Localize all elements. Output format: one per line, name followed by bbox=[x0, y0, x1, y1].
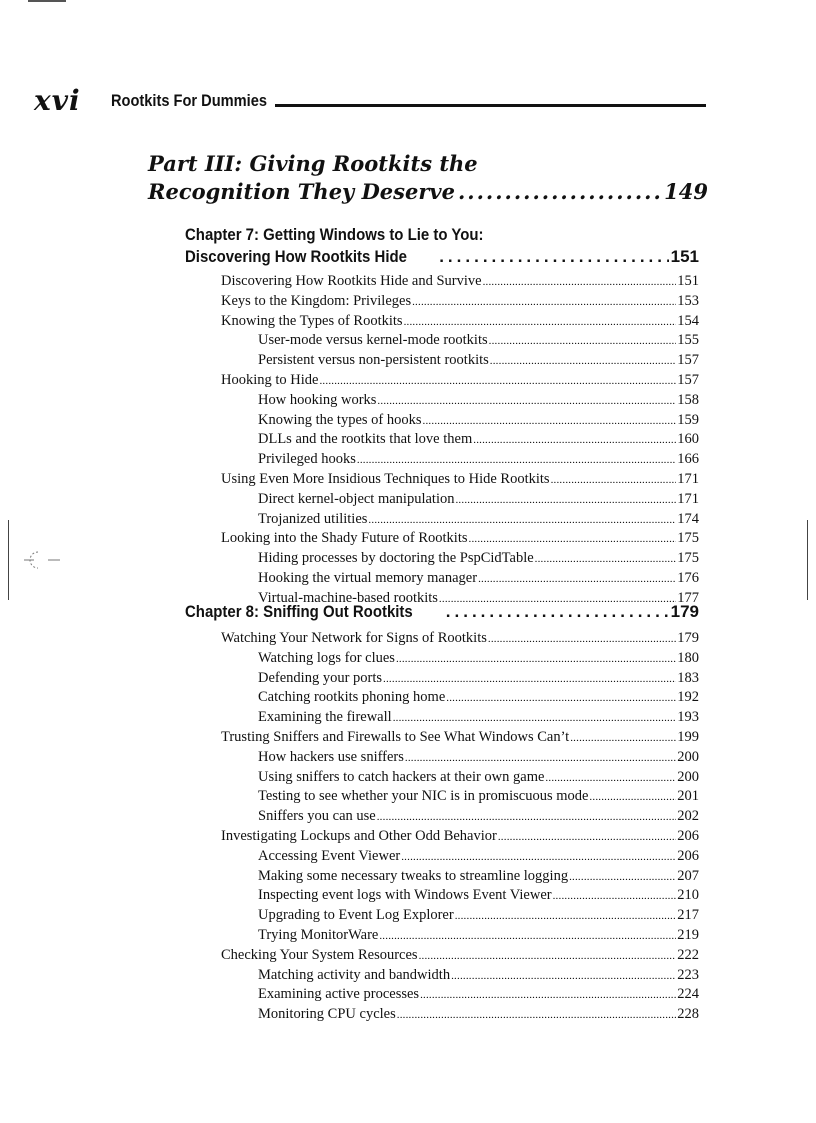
toc-entry-title: Matching activity and bandwidth bbox=[258, 966, 451, 983]
dot-leader bbox=[412, 293, 676, 312]
toc-entry-page: 151 bbox=[677, 273, 699, 289]
toc-entry-title: Defending your ports bbox=[258, 669, 383, 686]
toc-entry-page: 207 bbox=[677, 867, 699, 884]
toc-entry-title: Trusting Sniffers and Firewalls to See What Windows Can’t bbox=[221, 728, 570, 745]
part-title-line-1 bbox=[148, 150, 708, 178]
dot-leader bbox=[383, 670, 676, 689]
registration-mark bbox=[24, 548, 60, 572]
toc-entry-title: Examining the firewall bbox=[258, 709, 392, 726]
toc-subentry bbox=[221, 351, 699, 371]
toc-entry-page: 223 bbox=[677, 966, 699, 983]
dot-leader bbox=[439, 246, 668, 268]
toc-subentry bbox=[221, 391, 699, 411]
chapter-7-entries bbox=[221, 272, 699, 609]
toc-entry bbox=[221, 629, 699, 649]
toc-subentry bbox=[221, 549, 699, 569]
toc-entry-title: Investigating Lockups and Other Odd Behavior bbox=[221, 827, 497, 844]
toc-entry-title: Using Even More Insidious Techniques to Hide Rootkits bbox=[221, 470, 550, 487]
toc-entry-page: 201 bbox=[677, 788, 699, 805]
chapter-8-page: 179 bbox=[670, 602, 699, 621]
dot-leader bbox=[377, 808, 677, 827]
toc-entry-title: User-mode versus kernel-mode rootkits bbox=[258, 332, 488, 349]
toc-entry-page: 224 bbox=[677, 986, 699, 1003]
toc-entry-title: Monitoring CPU cycles bbox=[258, 1006, 396, 1023]
toc-subentry bbox=[221, 966, 699, 986]
chapter-8-title-text: Chapter 8: Sniffing Out Rootkits bbox=[185, 602, 413, 621]
toc-entry-title: Making some necessary tweaks to streamline logging bbox=[258, 867, 569, 884]
dot-leader bbox=[420, 986, 676, 1005]
toc-entry-page: 200 bbox=[677, 768, 699, 785]
toc-subentry bbox=[221, 1005, 699, 1025]
toc-subentry bbox=[221, 331, 699, 351]
toc-entry bbox=[221, 946, 699, 966]
dot-leader bbox=[478, 570, 676, 589]
part-title bbox=[148, 150, 708, 206]
dot-leader bbox=[569, 868, 676, 887]
toc-entry-page: 199 bbox=[677, 728, 699, 745]
dot-leader bbox=[553, 887, 677, 906]
chapter-7-title-text: Discovering How Rootkits Hide bbox=[185, 247, 407, 266]
toc-entry-title: Trying MonitorWare bbox=[258, 926, 379, 943]
toc-entry-page: 183 bbox=[677, 669, 699, 686]
dot-leader bbox=[498, 828, 676, 847]
dot-leader bbox=[570, 729, 676, 748]
dot-leader bbox=[455, 907, 677, 926]
dot-leader bbox=[396, 650, 676, 669]
toc-entry-title: Watching Your Network for Signs of Rootkits bbox=[221, 630, 487, 646]
toc-subentry bbox=[221, 669, 699, 689]
toc-entry-page: 157 bbox=[677, 352, 699, 369]
dot-leader bbox=[545, 769, 676, 788]
dot-leader bbox=[401, 848, 676, 867]
toc-entry-page: 175 bbox=[677, 550, 699, 567]
dot-leader bbox=[589, 788, 676, 807]
dot-leader bbox=[551, 471, 677, 490]
toc-entry-page: 206 bbox=[677, 847, 699, 864]
toc-entry-page: 171 bbox=[677, 490, 699, 507]
toc-entry-title: DLLs and the rootkits that love them bbox=[258, 431, 473, 448]
toc-entry-page: 210 bbox=[677, 887, 699, 904]
dot-leader bbox=[397, 1006, 677, 1025]
toc-entry bbox=[221, 470, 699, 490]
toc-entry-title: Knowing the Types of Rootkits bbox=[221, 312, 403, 329]
toc-subentry bbox=[221, 768, 699, 788]
toc-entry-title: Sniffers you can use bbox=[258, 808, 376, 825]
toc-subentry bbox=[221, 569, 699, 589]
running-head-title: Rootkits For Dummies bbox=[111, 91, 267, 110]
toc-entry-page: 206 bbox=[677, 827, 699, 844]
toc-entry-title: Examining active processes bbox=[258, 986, 420, 1003]
page-number: xvi bbox=[34, 84, 81, 117]
toc-entry-title: Inspecting event logs with Windows Event Viewer bbox=[258, 887, 552, 904]
toc-entry-title: How hackers use sniffers bbox=[258, 748, 404, 765]
toc-entry-title: Accessing Event Viewer bbox=[258, 847, 401, 864]
toc-entry-page: 177 bbox=[677, 589, 699, 606]
dot-leader bbox=[419, 947, 677, 966]
toc-entry-page: 202 bbox=[677, 808, 699, 825]
dot-leader bbox=[446, 601, 669, 623]
toc-entry-title: Persistent versus non-persistent rootkits bbox=[258, 352, 489, 369]
dot-leader bbox=[404, 313, 677, 332]
toc-entry-title: Privileged hooks bbox=[258, 451, 356, 468]
toc-subentry bbox=[221, 490, 699, 510]
toc-entry-page: 217 bbox=[677, 907, 699, 924]
dot-leader bbox=[368, 511, 676, 530]
toc-entry-title: Watching logs for clues bbox=[258, 649, 395, 666]
toc-entry-title: Direct kernel-object manipulation bbox=[258, 490, 455, 507]
toc-subentry bbox=[221, 985, 699, 1005]
dot-leader bbox=[455, 491, 676, 510]
part-title-text-2: Recognition They Deserve bbox=[148, 179, 455, 204]
dot-leader bbox=[458, 178, 661, 206]
chapter-8-entries bbox=[221, 629, 699, 1025]
toc-entry-page: 219 bbox=[677, 926, 699, 943]
toc-subentry bbox=[221, 926, 699, 946]
toc-entry-page: 222 bbox=[677, 946, 699, 963]
toc-entry bbox=[221, 292, 699, 312]
toc-entry-page: 159 bbox=[677, 411, 699, 428]
toc-entry bbox=[221, 827, 699, 847]
toc-subentry bbox=[221, 649, 699, 669]
crop-mark-left bbox=[8, 520, 9, 600]
toc-entry-title: How hooking works bbox=[258, 391, 377, 408]
toc-entry-page: 171 bbox=[677, 470, 699, 487]
chapter-8-title-line bbox=[185, 601, 699, 623]
dot-leader bbox=[393, 709, 677, 728]
toc-entry-title: Testing to see whether your NIC is in promiscuous mode bbox=[258, 788, 589, 805]
toc-subentry bbox=[221, 688, 699, 708]
toc-entry-title: Hooking the virtual memory manager bbox=[258, 569, 478, 586]
toc-entry bbox=[221, 371, 699, 391]
dot-leader bbox=[379, 927, 676, 946]
dot-leader bbox=[489, 332, 677, 351]
toc-subentry bbox=[221, 867, 699, 887]
toc-subentry bbox=[221, 430, 699, 450]
dot-leader bbox=[535, 550, 677, 569]
toc-entry-title: Hiding processes by doctoring the PspCidTable bbox=[258, 550, 534, 567]
toc-entry bbox=[221, 312, 699, 332]
toc-entry-page: 228 bbox=[677, 1006, 699, 1023]
toc-entry-title: Looking into the Shady Future of Rootkits bbox=[221, 530, 468, 547]
toc-entry-title: Discovering How Rootkits Hide and Survive bbox=[221, 273, 482, 289]
toc-subentry bbox=[221, 411, 699, 431]
toc-entry bbox=[221, 272, 699, 292]
toc-entry-title: Trojanized utilities bbox=[258, 510, 368, 527]
toc-entry-page: 175 bbox=[677, 530, 699, 547]
dot-leader bbox=[451, 967, 676, 986]
toc-entry-page: 179 bbox=[677, 630, 699, 646]
toc-entry-page: 158 bbox=[677, 391, 699, 408]
part-title-line-2 bbox=[148, 178, 708, 206]
toc-entry-page: 153 bbox=[677, 292, 699, 309]
toc-entry-page: 193 bbox=[677, 709, 699, 726]
toc-entry-page: 180 bbox=[677, 649, 699, 666]
toc-entry-page: 192 bbox=[677, 689, 699, 706]
toc-subentry bbox=[221, 450, 699, 470]
dot-leader bbox=[469, 530, 677, 549]
toc-entry-title: Upgrading to Event Log Explorer bbox=[258, 907, 454, 924]
toc-entry-page: 200 bbox=[677, 748, 699, 765]
toc-entry-page: 155 bbox=[677, 332, 699, 349]
chapter-7-title-line-2 bbox=[185, 246, 699, 268]
part-title-text-1: Part III: Giving Rootkits the bbox=[148, 151, 478, 176]
toc-subentry bbox=[221, 886, 699, 906]
toc-entry-page: 176 bbox=[677, 569, 699, 586]
toc-entry-page: 154 bbox=[677, 312, 699, 329]
chapter-7-page: 151 bbox=[670, 247, 699, 266]
dot-leader bbox=[473, 431, 676, 450]
toc-subentry bbox=[221, 906, 699, 926]
dot-leader bbox=[490, 352, 676, 371]
toc-entry-title: Using sniffers to catch hackers at their own game bbox=[258, 768, 545, 785]
toc-entry-title: Knowing the types of hooks bbox=[258, 411, 422, 428]
toc-subentry bbox=[221, 847, 699, 867]
toc-entry bbox=[221, 728, 699, 748]
dot-leader bbox=[405, 749, 676, 768]
dot-leader bbox=[446, 689, 676, 708]
toc-entry-page: 174 bbox=[677, 510, 699, 527]
dot-leader bbox=[319, 372, 676, 391]
chapter-7-heading bbox=[185, 224, 699, 268]
toc-entry-title: Virtual-machine-based rootkits bbox=[258, 589, 438, 606]
toc-entry-page: 157 bbox=[677, 371, 699, 388]
toc-subentry bbox=[221, 510, 699, 530]
toc-subentry bbox=[221, 787, 699, 807]
dot-leader bbox=[357, 451, 676, 470]
toc-entry-title: Hooking to Hide bbox=[221, 371, 319, 388]
chapter-8-heading bbox=[185, 601, 699, 623]
dot-leader bbox=[423, 412, 677, 431]
top-crop-rule bbox=[28, 0, 66, 2]
dot-leader bbox=[483, 273, 677, 292]
toc-subentry bbox=[221, 748, 699, 768]
part-page: 149 bbox=[664, 179, 708, 204]
crop-mark-right bbox=[807, 520, 808, 600]
dot-leader bbox=[488, 630, 676, 649]
header-rule bbox=[275, 104, 706, 107]
chapter-7-title-line-1: Chapter 7: Getting Windows to Lie to You: bbox=[185, 225, 484, 244]
toc-subentry bbox=[221, 807, 699, 827]
toc-entry-page: 166 bbox=[677, 451, 699, 468]
toc-entry-title: Checking Your System Resources bbox=[221, 946, 418, 963]
toc-entry-title: Keys to the Kingdom: Privileges bbox=[221, 292, 412, 309]
toc-entry-title: Catching rootkits phoning home bbox=[258, 689, 446, 706]
toc-subentry bbox=[221, 708, 699, 728]
dot-leader bbox=[377, 392, 676, 411]
toc-entry bbox=[221, 529, 699, 549]
toc-entry-page: 160 bbox=[677, 431, 699, 448]
